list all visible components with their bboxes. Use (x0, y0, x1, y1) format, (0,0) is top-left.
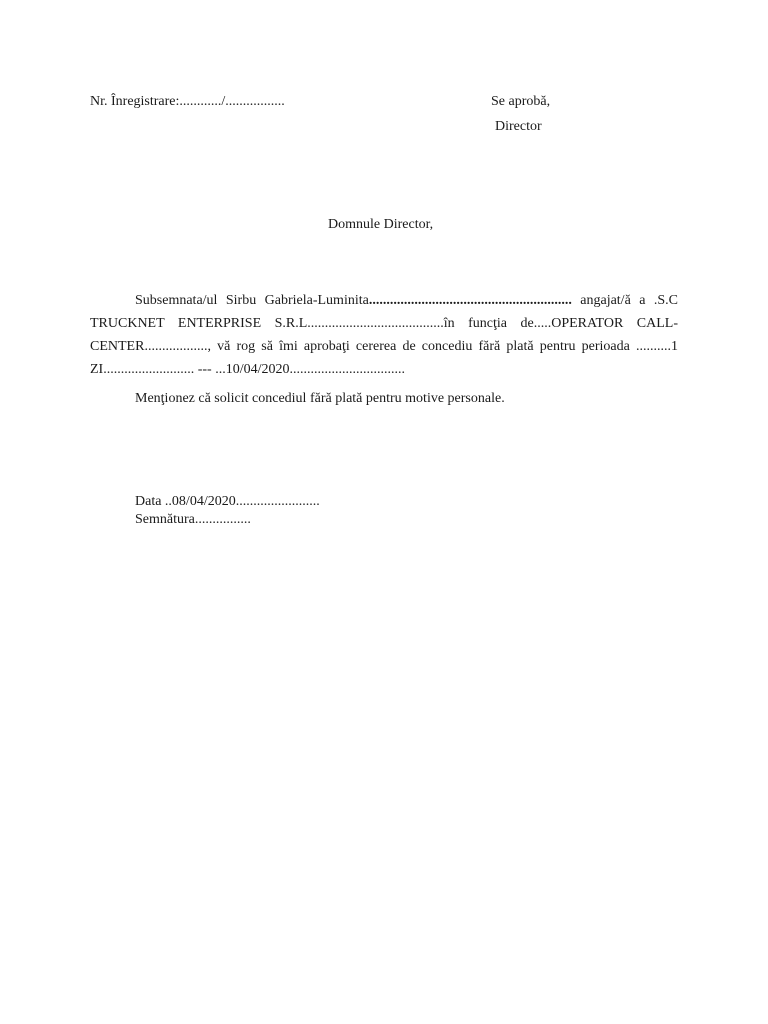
salutation: Domnule Director, (328, 217, 434, 232)
request-text-rest: angajat/ă a .S.C TRUCKNET ENTERPRISE S.R.L.......................................în funcţia de.....OPERATOR CALL-CENTER.................., vă rog să îmi aprobaţi cererea de concediu fără plată pentru perioada ..........1 ZI.......................... --- ...10/04/2020................................. (90, 293, 678, 377)
request-paragraph (90, 289, 678, 381)
signature-line: Semnătura................ (135, 512, 251, 527)
mention-line: Menţionez că solicit concediul fără plată pentru motive personale. (135, 391, 505, 406)
date-line: Data ..08/04/2020........................ (135, 494, 320, 509)
registration-number: Nr. Înregistrare:............/................. (90, 94, 285, 109)
request-dots: .......................................................... (368, 293, 572, 308)
approval-label: Se aprobă, (491, 94, 551, 109)
approver-title: Director (495, 119, 542, 134)
request-text-start: Subsemnata/ul Sirbu Gabriela-Luminita (135, 293, 369, 308)
